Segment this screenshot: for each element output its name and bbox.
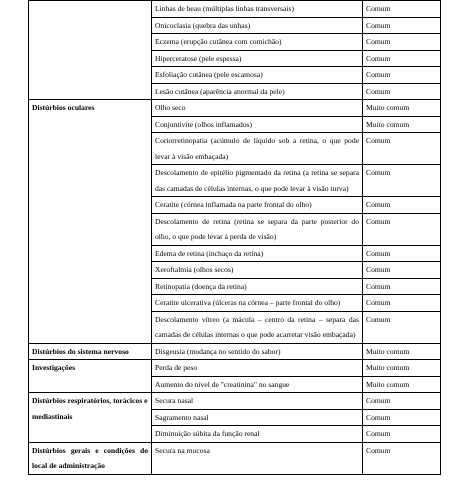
effect-cell: Coriorretinopatia (acúmulo de líquido sob a retina, o que pode levar à visão embaçada) [152,133,363,165]
frequency-cell: Comum [363,426,441,443]
frequency-cell: Comum [363,262,441,279]
frequency-cell: Muito comum [363,343,441,360]
table-row [29,343,441,360]
effect-cell: Xeroftalmia (olhos secos) [152,262,363,279]
frequency-cell: Comum [363,442,441,474]
category-cell: Distúrbios oculares [29,100,152,344]
effect-cell: Perda de peso [152,360,363,377]
table-row [29,442,441,474]
table-row [29,393,441,410]
effect-cell: Descolamento de epitélio pigmentado da retina (a retina se separa das camadas de células internas, o que pode levar à visão turva) [152,165,363,197]
frequency-cell: Muito comum [363,116,441,133]
category-cell: Distúrbios do sistema nervoso [29,343,152,360]
effect-cell: Ceratite ulcerativa (úlceras na córnea – parte frontal do olho) [152,295,363,312]
frequency-cell: Comum [363,393,441,410]
adverse-effects-table [28,0,441,475]
effect-cell: Diminuição súbita da função renal [152,426,363,443]
effect-cell: Lesão cutânea (aparência anormal da pele) [152,83,363,100]
frequency-cell: Comum [363,67,441,84]
frequency-cell: Comum [363,50,441,67]
effect-cell: Edema de retina (inchaço da retina) [152,245,363,262]
frequency-cell: Comum [363,1,441,18]
table-row [29,100,441,117]
effect-cell: Secura nasal [152,393,363,410]
frequency-cell: Muito comum [363,100,441,117]
effect-cell: Aumento do nível de "creatinina" no sangue [152,376,363,393]
frequency-cell: Comum [363,311,441,343]
category-cell: Distúrbios respiratórios, torácicos e mediastinais [29,393,152,443]
category-cell: Distúrbios gerais e condições do local de administração [29,442,152,474]
frequency-cell: Comum [363,409,441,426]
frequency-cell: Comum [363,278,441,295]
effect-cell: Disgeusia (mudança no sentido do sabor) [152,343,363,360]
frequency-cell: Comum [363,213,441,245]
effect-cell: Ceratite (córnea inflamada na parte frontal do olho) [152,197,363,214]
effect-cell: Descolamento vítreo (a mácula – centro da retina – separa das camadas de células internas o que pode acarretar visão embaçada) [152,311,363,343]
effect-cell: Descolamento de retina (retina se separa da parte posterior do olho, o que pode levar à perda de visão) [152,213,363,245]
effect-cell: Hiperceratose (pele espessa) [152,50,363,67]
frequency-cell: Muito comum [363,360,441,377]
effect-cell: Eczema (erupção cutânea com comichão) [152,34,363,51]
table-row [29,1,441,18]
effect-cell: Olho seco [152,100,363,117]
frequency-cell: Comum [363,295,441,312]
frequency-cell: Comum [363,197,441,214]
effect-cell: Linhas de beau (múltiplas linhas transversais) [152,1,363,18]
frequency-cell: Muito comum [363,376,441,393]
frequency-cell: Comum [363,165,441,197]
frequency-cell: Comum [363,34,441,51]
category-cell: Investigações [29,360,152,393]
effect-cell: Secura na mucosa [152,442,363,474]
frequency-cell: Comum [363,133,441,165]
effect-cell: Esfoliação cutânea (pele escamosa) [152,67,363,84]
frequency-cell: Comum [363,245,441,262]
effect-cell: Conjuntivite (olhos inflamados) [152,116,363,133]
effect-cell: Retinopatia (doença da retina) [152,278,363,295]
effect-cell: Sagramento nasal [152,409,363,426]
frequency-cell: Comum [363,17,441,34]
effect-cell: Onicoclasia (quebra das unhas) [152,17,363,34]
category-cell [29,1,152,100]
frequency-cell: Comum [363,83,441,100]
table-body [29,1,441,475]
table-row [29,360,441,377]
